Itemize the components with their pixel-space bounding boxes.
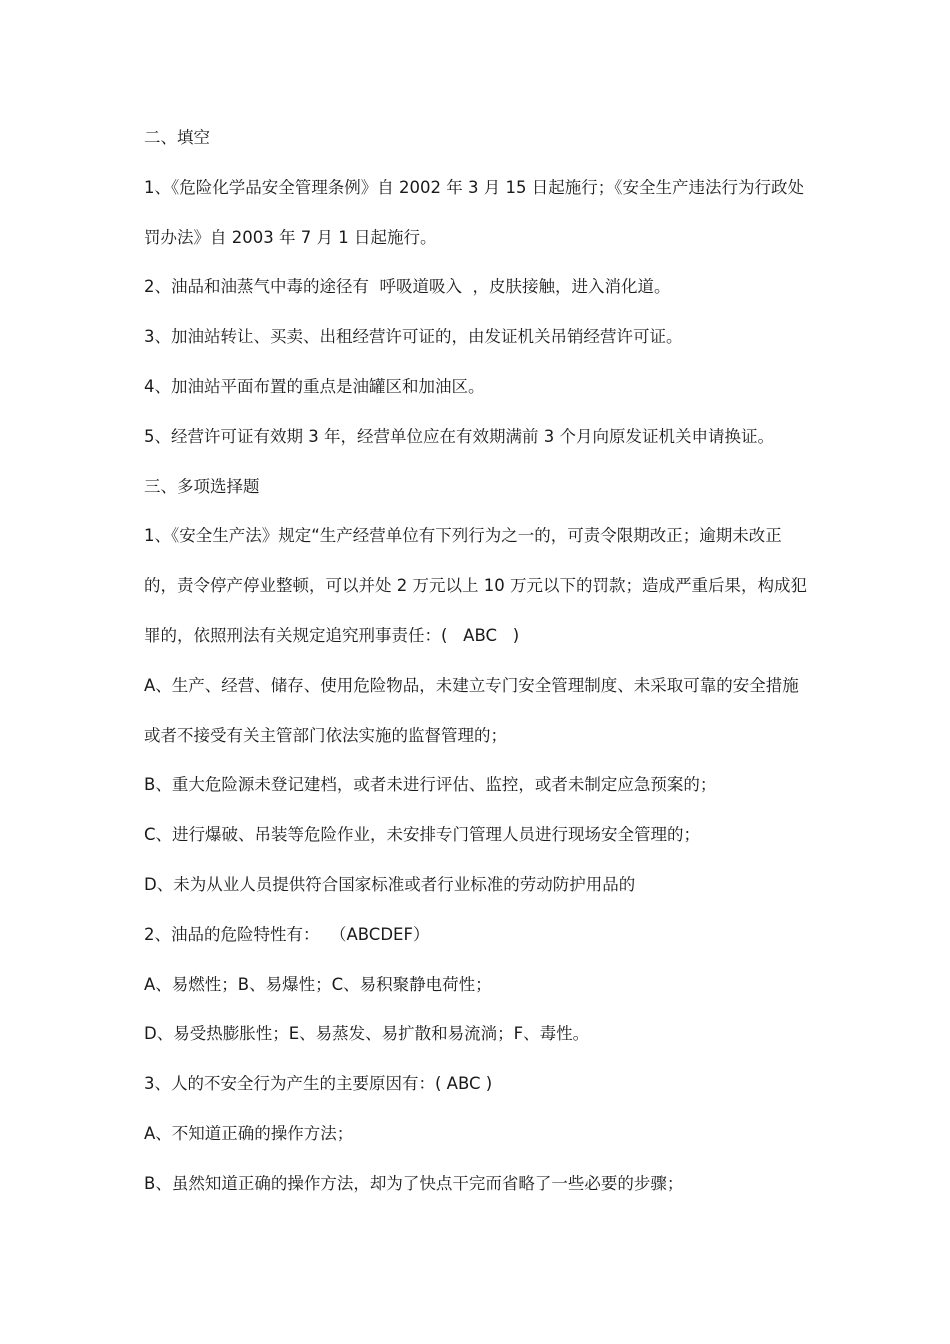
text-line: A、生产、经营、储存、使用危险物品，未建立专门安全管理制度、未采取可靠的安全措施	[144, 675, 799, 695]
text-line: 1、《安全生产法》规定“生产经营单位有下列行为之一的，可责令限期改正；逾期未改正	[144, 526, 782, 546]
text-line: 2、油品的危险特性有： （ABCDEF）	[144, 924, 430, 944]
section-heading-fill-in: 二、填空	[144, 128, 210, 147]
text-line: 罪的，依照刑法有关规定追究刑事责任：( ABC )	[144, 625, 520, 645]
document-body	[144, 125, 814, 1221]
text-line: 或者不接受有关主管部门依法实施的监督管理的；	[144, 725, 507, 745]
text-line: 3、加油站转让、买卖、出租经营许可证的，由发证机关吊销经营许可证。	[144, 327, 683, 347]
text-line: D、未为从业人员提供符合国家标准或者行业标准的劳动防护用品的	[144, 874, 636, 894]
text-line: 2、油品和油蒸气中毒的途径有 呼吸道吸入 ，皮肤接触，进入消化道。	[144, 277, 671, 297]
text-line: A、不知道正确的操作方法；	[144, 1123, 354, 1143]
text-line: 的，责令停产停业整顿，可以并处 2 万元以上 10 万元以下的罚款；造成严重后果，构成犯	[144, 576, 807, 596]
text-line: B、虽然知道正确的操作方法，却为了快点干完而省略了一些必要的步骤；	[144, 1173, 684, 1193]
text-line: C、进行爆破、吊装等危险作业，未安排专门管理人员进行现场安全管理的；	[144, 825, 701, 845]
text-line: 3、人的不安全行为产生的主要原因有：( ABC )	[144, 1074, 493, 1094]
text-line: 5、经营许可证有效期 3 年，经营单位应在有效期满前 3 个月向原发证机关申请换证。	[144, 426, 774, 446]
text-line: A、易燃性；B、易爆性；C、易积聚静电荷性；	[144, 974, 492, 994]
text-line: 罚办法》自 2003 年 7 月 1 日起施行。	[144, 227, 437, 247]
text-line: D、易受热膨胀性；E、易蒸发、易扩散和易流淌；F、毒性。	[144, 1024, 590, 1044]
text-line: 4、加油站平面布置的重点是油罐区和加油区。	[144, 376, 485, 396]
text-line: 1、《危险化学品安全管理条例》自 2002 年 3 月 15 日起施行；《安全生产违法行为行政处	[144, 177, 804, 197]
section-heading-multiple-choice: 三、多项选择题	[144, 476, 260, 496]
text-line: B、重大危险源未登记建档，或者未进行评估、监控，或者未制定应急预案的；	[144, 775, 717, 795]
